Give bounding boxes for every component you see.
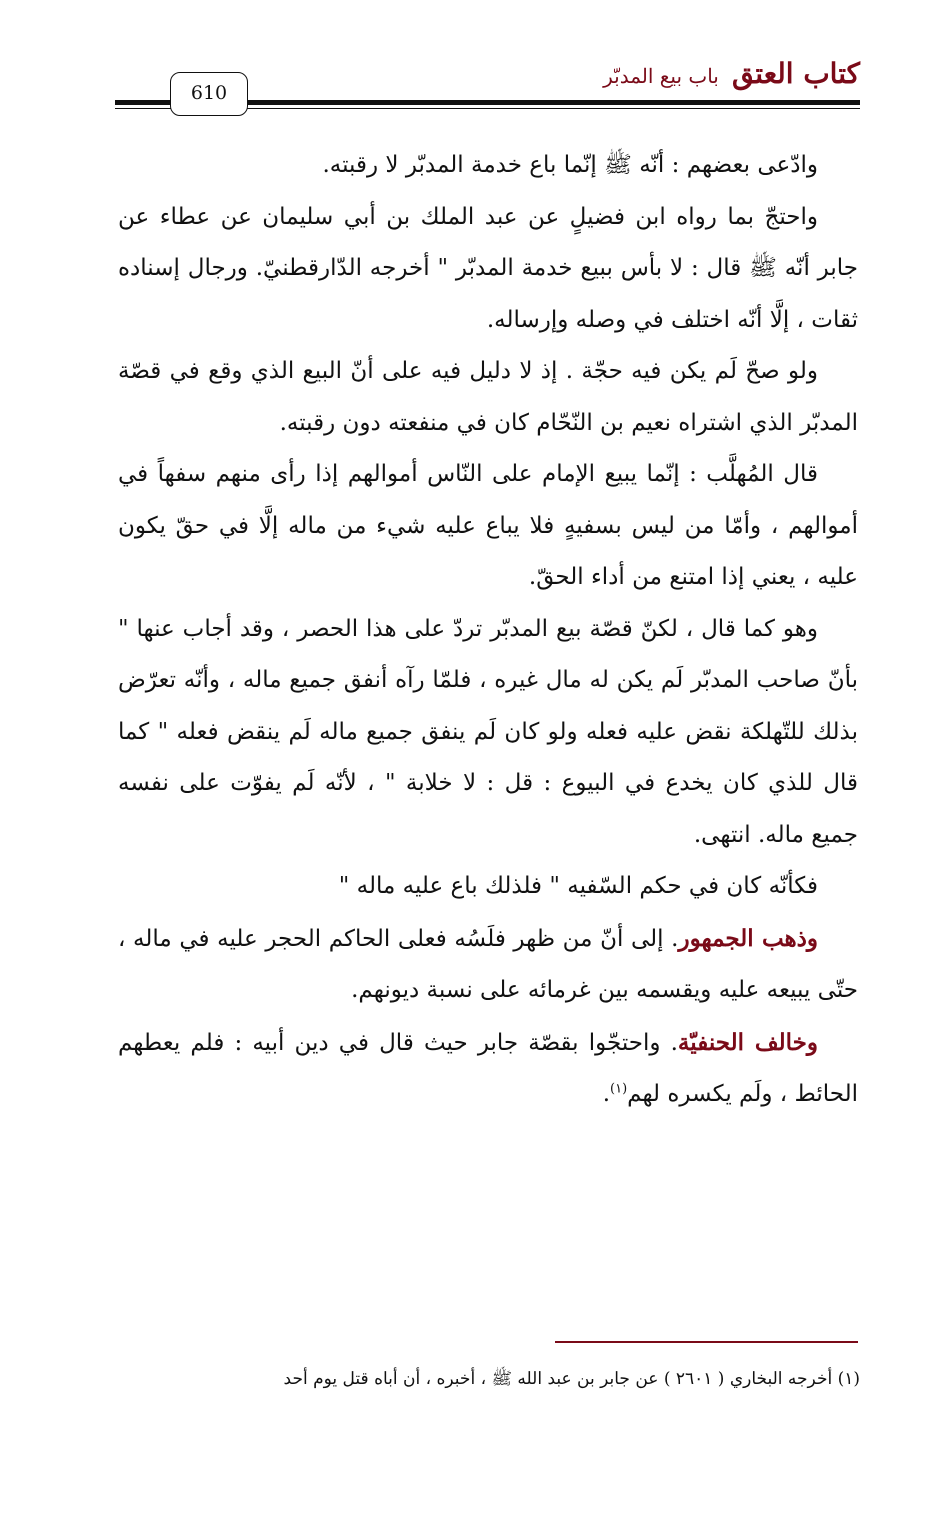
chapter-title: باب بيع المدبّر <box>603 64 719 88</box>
footnote-separator <box>555 1341 858 1343</box>
paragraph-text: . إلى أنّ من ظهر فلَسُه فعلى الحاكم الحجر عليه في ماله ، حتّى يبيعه عليه ويقسمه بين غرمائه على نسبة ديونهم. <box>118 925 858 1003</box>
paragraph <box>118 913 858 1017</box>
paragraph-text: . واحتجّوا بقصّة جابر حيث قال في دين أبيه : فلم يعطهم الحائط ، ولَم يكسره لهم <box>118 1029 858 1107</box>
page-header <box>115 48 860 128</box>
running-title <box>603 54 860 98</box>
paragraph-end: . <box>602 1081 610 1107</box>
main-text <box>118 140 858 1121</box>
keyword-hanafiyya: وخالف الحنفيّة <box>677 1028 818 1056</box>
footnote-1: (١) أخرجه البخاري ( ٢٦٠١ ) عن جابر بن عبد الله ﷺ ، أخبره ، أن أباه قتل يوم أحد <box>283 1369 860 1389</box>
paragraph: وادّعى بعضهم : أنّه ﷺ إنّما باع خدمة المدبّر لا رقبته. <box>322 152 818 178</box>
paragraph: ولو صحّ لَم يكن فيه حجّة . إذ لا دليل فيه على أنّ البيع الذي وقع في قصّة المدبّر الذي اشتراه نعيم بن النّحّام كان في منفعته دون رقبته. <box>118 358 858 436</box>
paragraph: فكأنّه كان في حكم السّفيه " فلذلك باع عليه ماله " <box>338 873 818 899</box>
paragraph: قال المُهلَّب : إنّما يبيع الإمام على النّاس أموالهم إذا رأى منهم سفهاً في أموالهم ، وأمّا من ليس بسفيهٍ فلا يباع عليه شيء من ماله إلَّا في حقّ يكون عليه ، يعني إذا امتنع من أداء الحقّ. <box>118 461 858 590</box>
paragraph: وهو كما قال ، لكنّ قصّة بيع المدبّر تردّ على هذا الحصر ، وقد أجاب عنها " بأنّ صاحب المدبّر لَم يكن له مال غيره ، فلمّا رآه أنفق جميع ماله ، وأنّه تعرّض بذلك للتّهلكة نقض عليه فعله ولو كان لَم ينفق جميع ماله لَم ينقض فعله " كما قال للذي كان يخدع في البيوع : قل : لا خلابة " ، لأنّه لَم يفوّت على نفسه جميع ماله. انتهى. <box>118 615 858 848</box>
book-title: كتاب العتق <box>731 57 860 90</box>
footnote-reference[interactable]: (١) <box>610 1081 628 1097</box>
keyword-jumhur: وذهب الجمهور <box>678 924 819 952</box>
paragraph <box>118 1017 858 1121</box>
page-number: 610 <box>170 72 248 116</box>
paragraph: واحتجّ بما رواه ابن فضيلٍ عن عبد الملك بن أبي سليمان عن عطاء عن جابر أنّه ﷺ قال : لا بأس ببيع خدمة المدبّر " أخرجه الدّارقطنيّ. ورجال إسناده ثقات ، إلَّا أنّه اختلف في وصله وإرساله. <box>118 203 858 333</box>
